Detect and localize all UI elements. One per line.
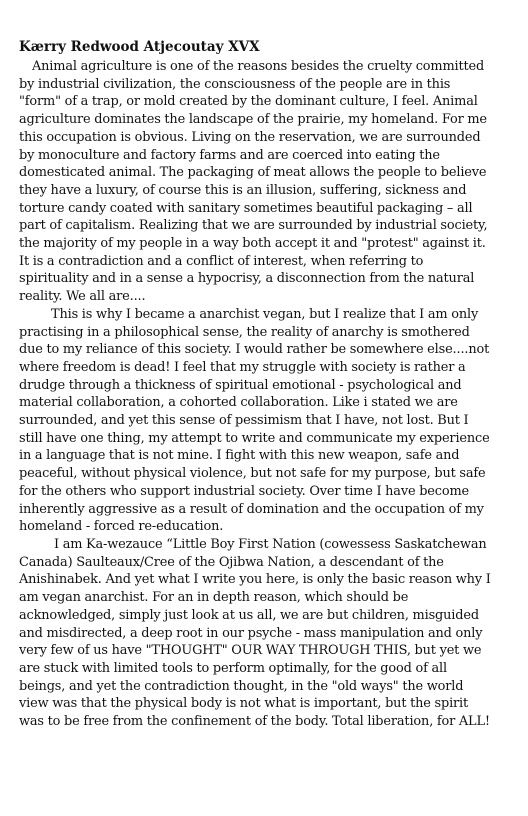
paragraph-1: Animal agriculture is one of the reasons besides the cruelty committed by industrial civilization, the consciousness of the people are in this "form" of a trap, or mold created by the dominant culture, I feel. Animal agriculture dominates the landscape of the prairie, my homeland. For me this occupation is obvious. Living on the reservation, we are surrounded by monoculture and factory farms and are coerced into eating the domesticated animal. The packaging of meat allows the people to believe they have a luxury, of course this is an illusion, suffering, sickness and torture candy coated with sanitary sometimes beautiful packaging – all part of capitalism. Realizing that we are surrounded by industrial society, the majority of my people in a way both accept it and "protest" against it. It is a contradiction and a conflict of interest, when referring to spirituality and in a sense a hypocrisy, a disconnection from the natural reality. We all are....	[19, 59, 488, 305]
paragraph-3: I am Ka-wezauce “Little Boy First Nation (cowessess Saskatchewan Canada) Saulteaux/Cree of the Ojibwa Nation, a descendant of the Anishinabek. And yet what I write you here, is only the basic reason why I am vegan anarchist. For an in depth reason, which should be acknowledged, simply just look at us all, we are but children, misguided and misdirected, a deep root in our psyche - mass manipulation and only very few of us have "THOUGHT" OUR WAY THROUGH THIS, but yet we are stuck with limited tools to perform optimally, for the good of all beings, and yet the contradiction thought, in the "old ways" the world view was that the physical body is not what is important, but the spirit was to be free from the confinement of the body. Total liberation, for ALL!	[19, 536, 491, 730]
document-page	[19, 39, 491, 731]
document-title: Kærry Redwood Atjecoutay XVX	[19, 39, 260, 55]
paragraph-2: This is why I became a anarchist vegan, but I realize that I am only practising in a philosophical sense, the reality of anarchy is smothered due to my reliance of this society. I would rather be somewhere else....not where freedom is dead! I feel that my struggle with society is rather a drudge through a thickness of spiritual emotional - psychological and material collaboration, a cohorted collaboration. Like i stated we are surrounded, and yet this sense of pessimism that I have, not lost. But I still have one thing, my attempt to write and communicate my experience in a language that is not mine. I fight with this new weapon, safe and peaceful, without physical violence, but not safe for my purpose, but safe for the others who support industrial society. Over time I have become inherently aggressive as a result of domination and the occupation of my homeland - forced re-education.	[19, 306, 490, 535]
